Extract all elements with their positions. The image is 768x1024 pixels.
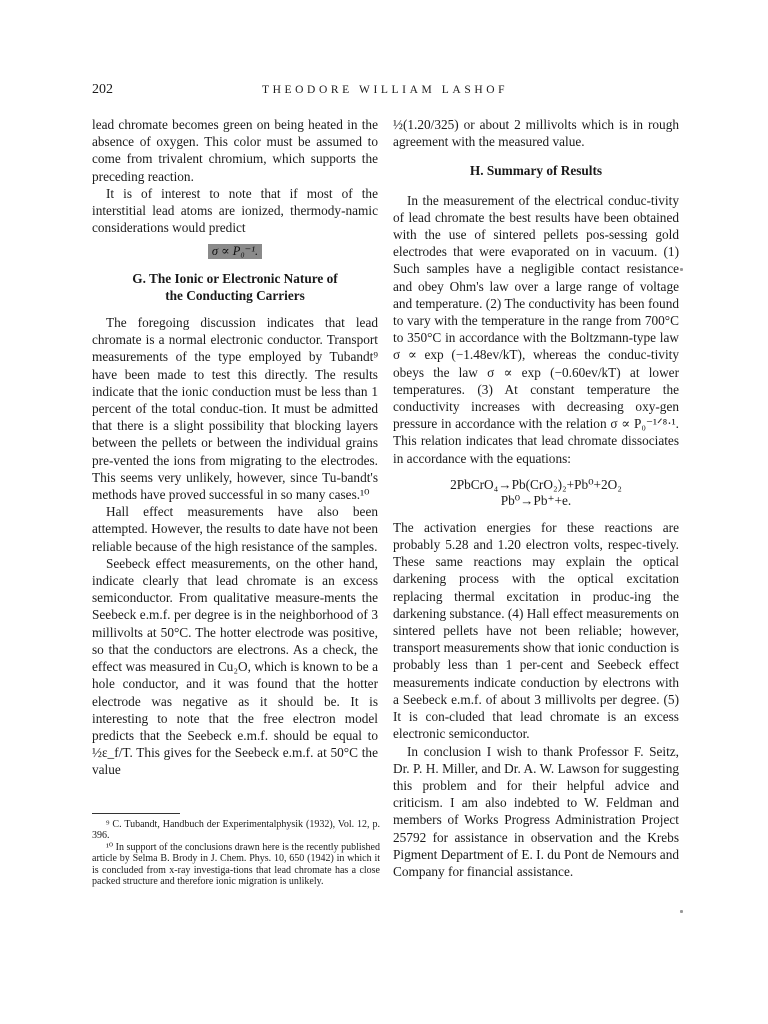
left-column (92, 116, 378, 779)
footnotes (92, 813, 380, 887)
scan-speck (680, 268, 683, 271)
running-head: THEODORE WILLIAM LASHOF (262, 84, 509, 96)
paragraph: It is of interest to note that if most of the interstitial lead atoms are ionized, thermody-namic considerations would predict (92, 185, 378, 236)
chemical-equation: 2PbCrO₄→Pb(CrO₂)₂+Pb⁰+2O₂ (450, 476, 622, 492)
right-column (393, 116, 679, 880)
footnote: ⁹ C. Tubandt, Handbuch der Experimentalphysik (1932), Vol. 12, p. 396. (92, 819, 380, 842)
formula-image: σ ∝ P₀⁻¹. (208, 244, 262, 259)
footnote: ¹⁰ In support of the conclusions drawn here is the recently published article by Selma B. Brody in J. Chem. Phys. 10, 650 (1942) in which it is concluded from x-ray investiga-tions that lead chromate has a close packed structure and therefore ionic migration is unlikely. (92, 841, 380, 888)
paragraph: The foregoing discussion indicates that lead chromate is a normal electronic conductor. Transport measurements of the type employed by Tubandt⁹ have been made to test this directly. The results indicate that the ionic conduction must be less than 1 percent of the total conduc-tion. It must be admitted that there is a slight possibility that blocking layers between the pellets or between the individual grains pre-vented the ions from migrating to the electrodes. This seems very unlikely, however, since Tu-bandt's methods have proved successful in so many cases.¹⁰ (92, 315, 378, 503)
footnote-rule (92, 813, 180, 814)
paragraph: In conclusion I wish to thank Professor F. Seitz, Dr. P. H. Miller, and Dr. A. W. Lawson for suggesting this problem and for their helpful advice and criticism. I am also indebted to W. Feldman and members of Works Progress Administration Project 25792 for assistance in observation and the Krebs Pigment Department of E. I. du Pont de Nemours and Company for financial assistance. (393, 743, 679, 879)
paragraph: ½(1.20/325) or about 2 millivolts which is in rough agreement with the measured value. (393, 117, 679, 150)
section-heading: the Conducting Carriers (165, 287, 305, 303)
paragraph: lead chromate becomes green on being heated in the absence of oxygen. This color must be assumed to come from trivalent chromium, which supports the preceding reaction. (92, 117, 378, 184)
equation (92, 242, 378, 259)
chemical-equation: Pb⁰→Pb⁺+e. (500, 492, 572, 508)
section-heading: G. The Ionic or Electronic Nature of (132, 270, 338, 286)
paragraph: In the measurement of the electrical conduc-tivity of lead chromate the best results have been obtained with the use of sintered pellets pos-sessing gold electrodes that were evaporated on in vacuum. (1) Such samples have a negligible contact resistance and obey Ohm's law over a large range of voltage and temperature. (2) The conductivity has been found to vary with the temperature in the range from 700°C to 350°C in accordance with the Boltzmann-type law σ ∝ exp (−1.48ev/kT), whereas the conduc-tivity obeys the law σ ∝ exp (−0.60ev/kT) at lower temperatures. (3) At constant temperature the conductivity increases with decreasing oxy-gen pressure in accordance with the relation σ ∝ P₀⁻¹ᐟ⁸·¹. This relation indicates that lead chromate dissociates in accordance with the equations: (393, 192, 679, 466)
paragraph: Seebeck effect measurements, on the other hand, indicate clearly that lead chromate is an excess semiconductor. From qualitative measure-ments the Seebeck e.m.f. per degree is in the neighborhood of 3 millivolts at 50°C. The hotter electrode was positive, so that the conductors are electrons. As a check, the effect was measured in Cu₂O, which is known to be a hole conductor, and it was found that the hotter electrode was negative as it should be. It is interesting to note that the free electron model predicts that the Seebeck e.m.f. should be equal to ½ε_f/T. This gives for the Seebeck e.m.f. at 50°C the value (92, 555, 378, 778)
section-heading: H. Summary of Results (469, 163, 603, 179)
scan-speck (680, 910, 683, 913)
paragraph: The activation energies for these reactions are probably 5.28 and 1.20 electron volts, respec-tively. These same reactions may explain the optical darkening process with the optical excitation replacing thermal excitation in produc-ing the darkening substance. (4) Hall effect measurements on sintered pellets have not been reliable; however, transport measurements show that ionic conduction is probably less than 1 per-cent and Seebeck effect measurements indicate conduction by electrons with a Seebeck e.m.f. of about 3 millivolts per degree. (5) It is con-cluded that lead chromate is an excess electronic semiconductor. (393, 519, 679, 742)
page-number: 202 (92, 82, 113, 97)
paragraph: Hall effect measurements have also been attempted. However, the results to date have not been reliable because of the high resistance of the samples. (92, 504, 378, 554)
